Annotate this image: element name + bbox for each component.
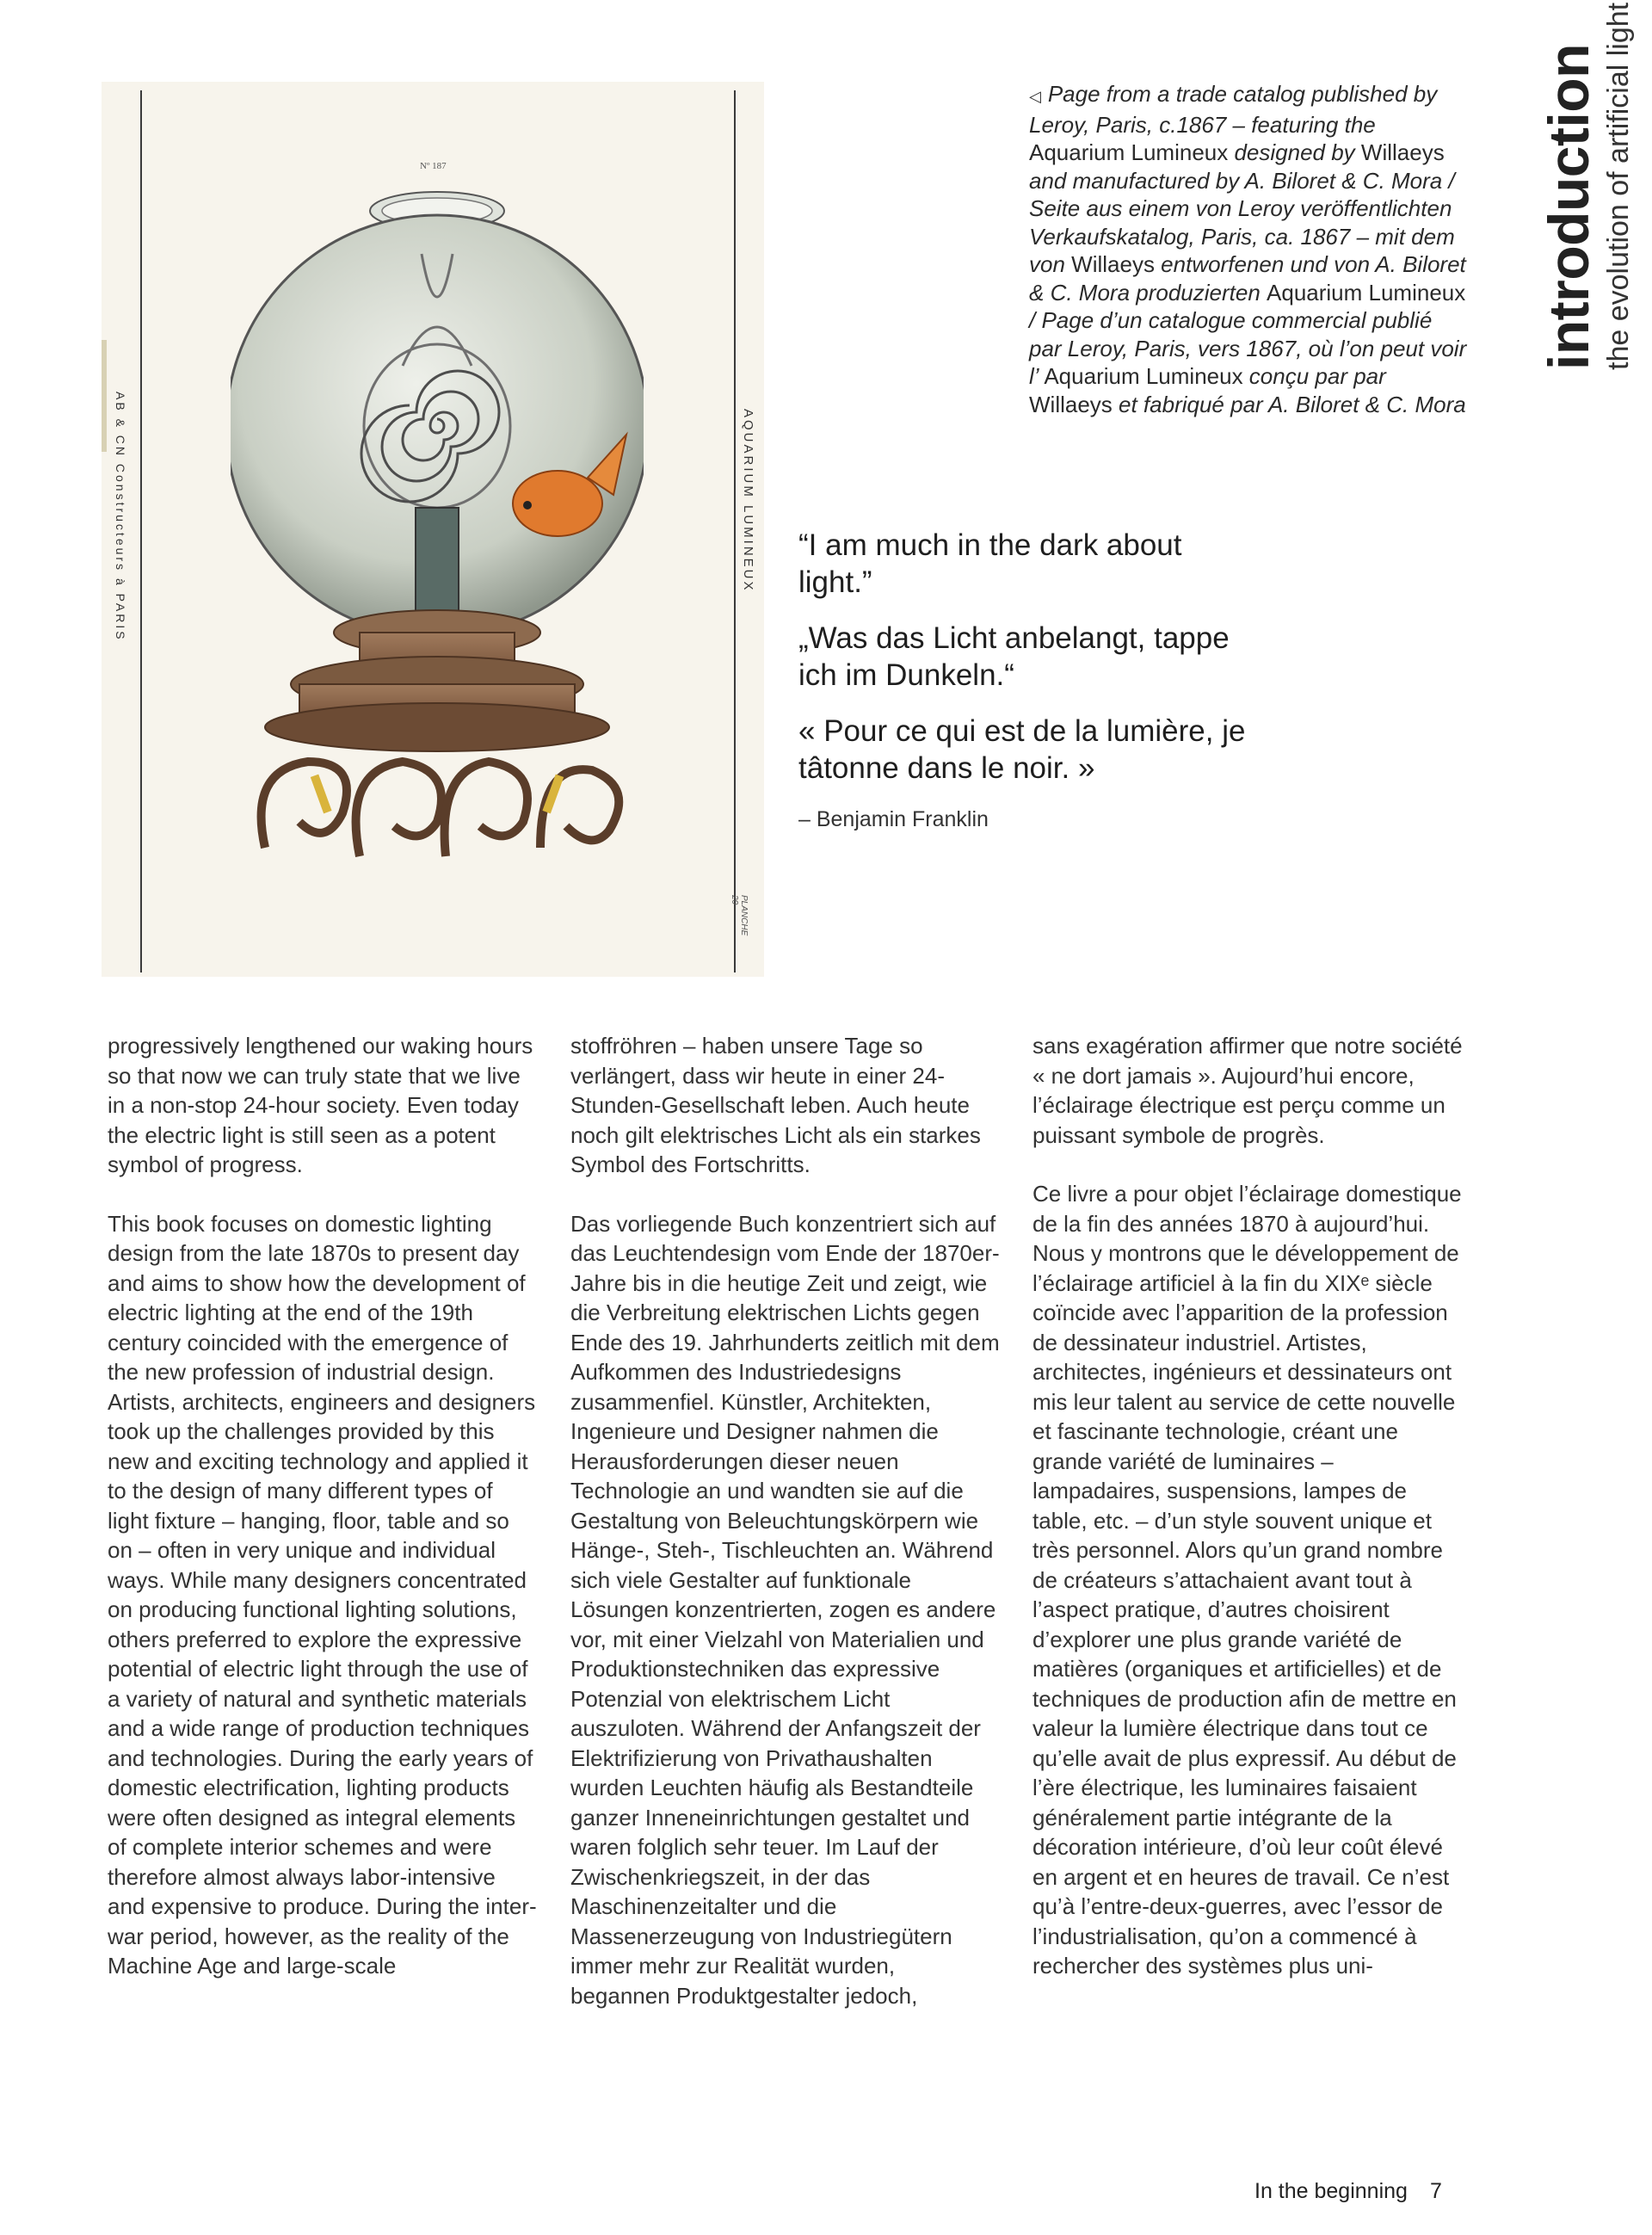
catalog-plate-image [102, 82, 764, 977]
paragraph: progressively lengthened our waking hours so that now we can truly state that we live in a non-stop 24-hour society. Even today the electric light is still seen as a potent symbol of progress. [108, 1033, 533, 1177]
page-number: 7 [1429, 2179, 1442, 2203]
caption-segment: Willaeys [1071, 251, 1155, 277]
figure-caption [1029, 80, 1468, 418]
caption-segment: Aquarium Lumineux [1044, 363, 1243, 389]
caption-segment: designed by [1228, 139, 1361, 165]
paragraph: Das vorliegende Buch konzentriert sich auf das Leuchtendesign vom Ende der 1870er-Jahre bis in die heutige Zeit und zeigt, wie die Verbreitung elektrischen Lichts gegen Ende des 19. Jahrhunderts zeitlich mit dem Aufkommen des Industriedesigns zusammenfiel. Künstler, Architekten, Ingenieure und Designer nahmen die Herausforderungen dieser neuen Technologie an und wandten sie auf die Gestaltung von Beleuchtungskörpern wie Hänge-, Steh-, Tischleuchten an. Während sich viele Gestalter auf funktionale Lösungen konzentrierten, zogen es andere vor, mit einer Vielzahl von Materialien und Produktionstechniken das expressive Potenzial von elektrischem Licht auszuloten. Während der Anfangszeit der Elektrifizierung von Privathaushalten wurden Leuchten häufig als Bestandteile ganzer Inneneinrichtungen gestaltet und waren folglich sehr teuer. Im Lauf der Zwischenkriegszeit, in der das Maschinenzeitalter und die Massenerzeugung von Industriegütern immer mehr zur Realität wurden, begannen Produktgestalter jedoch, [570, 1210, 1000, 2009]
body-column-french [1032, 1031, 1463, 2010]
plate-number: Nº 187 [420, 161, 447, 171]
aquarium-lamp-illustration [231, 168, 644, 960]
caption-segment: Page from a trade catalog published by Leroy, Paris, c.1867 – featuring the [1029, 81, 1438, 138]
plate-right-label: AQUARIUM LUMINEUX [741, 409, 755, 593]
plate-reference: PLANCHE 20 [730, 895, 749, 936]
caption-segment: and manufactured by A. Biloret & C. Mora / Seite aus einem von Leroy veröffentlichten Verkaufskatalog, Paris, ca. 1867 – mit dem von [1029, 167, 1455, 277]
caption-segment: Aquarium Lumineux [1029, 139, 1229, 165]
section-subtitle: the evolution of artificial light [1602, 2, 1635, 370]
quote-author: – Benjamin Franklin [798, 807, 989, 831]
caption-segment: Willaeys [1360, 139, 1445, 165]
caption-segment: Willaeys [1029, 391, 1113, 417]
section-heading [1537, 2, 1637, 370]
section-title: introduction [1537, 44, 1600, 370]
running-footer-section: In the beginning [1254, 2179, 1408, 2203]
quote-english: “I am much in the dark about light.” [798, 528, 1182, 599]
caption-segment: entworfenen und von A. Biloret & C. Mora produzierten [1029, 251, 1466, 306]
quote-french: « Pour ce qui est de la lumière, je tâtonne dans le noir. » [798, 714, 1246, 785]
plate-left-label: AB & CN Constructeurs à PARIS [114, 392, 127, 642]
page-footer [1254, 2179, 1442, 2204]
plate-border-right [734, 90, 736, 972]
body-column-german [570, 1031, 1001, 2040]
quote-german: „Was das Licht anbelangt, tappe ich im Dunkeln.“ [798, 621, 1230, 692]
plate-edge-strip [102, 340, 107, 452]
caption-segment: Aquarium Lumineux [1267, 279, 1466, 306]
quote-block [798, 527, 1246, 852]
body-column-english [108, 1031, 538, 2010]
caption-segment: conçu par par [1242, 363, 1386, 389]
paragraph: stoffröhren – haben unsere Tage so verlängert, dass wir heute in einer 24-Stunden-Gesellschaft leben. Auch heute noch gilt elektrisches Licht als ein starkes Symbol des Fortschritts. [570, 1033, 981, 1177]
plate-border-left [140, 90, 142, 972]
caption-text [1029, 81, 1466, 417]
caption-segment: et fabriqué par A. Biloret & C. Mora [1112, 391, 1466, 417]
paragraph: This book focuses on domestic lighting design from the late 1870s to present day and aims to show how the development of electric lighting at the end of the 19th century coincided with the emergence of the new profession of industrial design. Artists, architects, engineers and designers took up the challenges provided by this new and exciting technology and applied it to the design of many different types of light fixture – hanging, floor, table and so on – often in very unique and individual ways. While many designers concentrated on producing functional lighting solutions, others preferred to explore the expressive potential of electric light through the use of a variety of natural and synthetic materials and a wide range of production techniques and technologies. During the early years of domestic electrification, lighting products were often designed as integral elements of complete interior schemes and were therefore almost always labor-intensive and expensive to produce. During the inter-war period, however, as the reality of the Machine Age and large-scale [108, 1210, 537, 1979]
paragraph: sans exagération affirmer que notre société « ne dort jamais ». Aujourd’hui encore, l’éclairage électrique est perçu comme un puissant symbole de progrès. [1032, 1033, 1463, 1148]
caption-segment: / Page d’un catalogue commercial publié par Leroy, Paris, vers 1867, où l’on peut voir l’ [1029, 307, 1467, 389]
paragraph: Ce livre a pour objet l’éclairage domestique de la fin des années 1870 à aujourd’hui. Nous y montrons que le développement de l’éclairage artificiel à la fin du XIXᵉ siècle coïncide avec l’apparition de la profession de dessinateur industriel. Artistes, architectes, ingénieurs et dessinateurs ont mis leur talent au service de cette nouvelle et fascinante technologie, créant une grande variété de luminaires – lampadaires, suspensions, lampes de table, etc. – d’un style souvent unique et très personnel. Alors qu’un grand nombre de créateurs s’attachaient avant tout à l’aspect pratique, d’autres choisirent d’explorer une plus grande variété de matières (organiques et artificielles) et de techniques de production afin de mettre en valeur la lumière électrique dans tout ce qu’elle avait de plus expressif. Au début de l’ère électrique, les luminaires faisaient généralement partie intégrante de la décoration intérieure, d’où leur coût élevé en argent et en heures de travail. Ce n’est qu’à l’entre-deux-guerres, avec l’essor de l’industrialisation, qu’on a commencé à rechercher des systèmes plus uni- [1032, 1181, 1462, 1979]
caption-pointer-icon: ◁ [1029, 88, 1041, 105]
